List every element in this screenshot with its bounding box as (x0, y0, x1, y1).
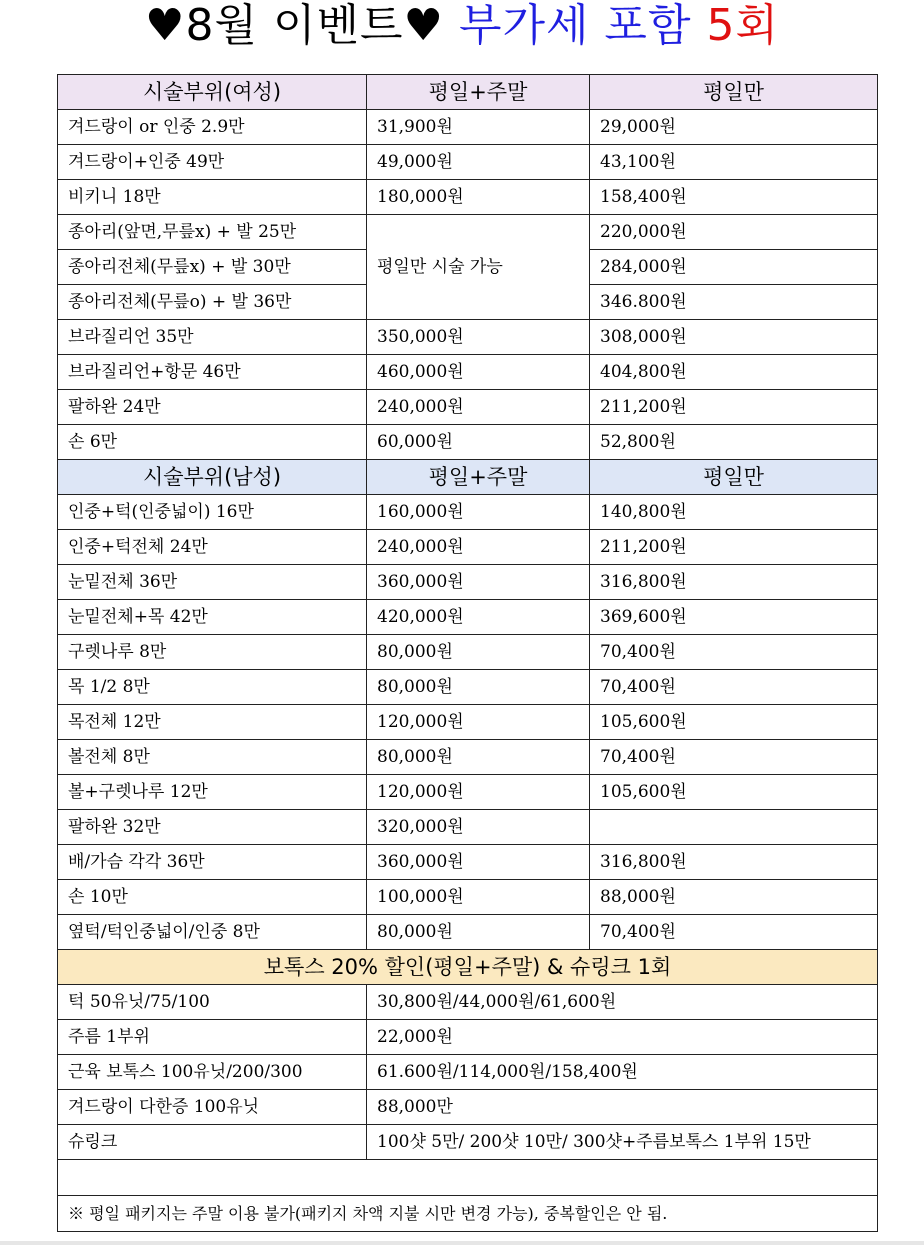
area-cell: 구렛나루 8만 (58, 635, 367, 670)
area-cell: 목 1/2 8만 (58, 670, 367, 705)
area-cell: 눈밑전체+목 42만 (58, 600, 367, 635)
price-cell: 120,000원 (367, 705, 590, 740)
column-header: 시술부위(남성) (58, 460, 367, 495)
area-cell: 인중+턱(인중넓이) 16만 (58, 495, 367, 530)
female-header-row (58, 75, 878, 110)
area-cell: 종아리전체(무릎o) + 발 36만 (58, 285, 367, 320)
price-cell: 49,000원 (367, 145, 590, 180)
table-row (58, 1020, 878, 1055)
table-row (58, 810, 878, 845)
price-cell: 29,000원 (590, 110, 878, 145)
area-cell: 겨드랑이+인중 49만 (58, 145, 367, 180)
table-row (58, 495, 878, 530)
heart-icon: ♥ (403, 0, 444, 51)
area-cell: 주름 1부위 (58, 1020, 367, 1055)
area-cell: 손 10만 (58, 880, 367, 915)
table-row (58, 355, 878, 390)
table-row (58, 845, 878, 880)
table-row (58, 1090, 878, 1125)
price-cell: 460,000원 (367, 355, 590, 390)
table-row (58, 320, 878, 355)
table-row (58, 740, 878, 775)
session-count-label: 5회 (706, 0, 779, 51)
price-cell: 211,200원 (590, 390, 878, 425)
botox-header-row (58, 950, 878, 985)
page-bottom-bar (0, 1241, 924, 1245)
table-row (58, 985, 878, 1020)
price-cell: 346.800원 (590, 285, 878, 320)
table-row (58, 215, 878, 250)
price-cell: 284,000원 (590, 250, 878, 285)
area-cell: 비키니 18만 (58, 180, 367, 215)
table-row (58, 915, 878, 950)
price-cell: 52,800원 (590, 425, 878, 460)
table-row (58, 705, 878, 740)
area-cell: 브라질리언 35만 (58, 320, 367, 355)
area-cell: 팔하완 32만 (58, 810, 367, 845)
table-row (58, 390, 878, 425)
table-row (58, 145, 878, 180)
area-cell: 볼전체 8만 (58, 740, 367, 775)
price-cell: 88,000만 (367, 1090, 878, 1125)
botox-header: 보톡스 20% 할인(평일+주말) & 슈링크 1회 (58, 950, 878, 985)
price-cell: 158,400원 (590, 180, 878, 215)
area-cell: 인중+턱전체 24만 (58, 530, 367, 565)
price-cell: 80,000원 (367, 915, 590, 950)
price-cell: 80,000원 (367, 670, 590, 705)
price-cell: 31,900원 (367, 110, 590, 145)
price-cell: 308,000원 (590, 320, 878, 355)
price-cell: 140,800원 (590, 495, 878, 530)
price-cell: 180,000원 (367, 180, 590, 215)
area-cell: 턱 50유닛/75/100 (58, 985, 367, 1020)
column-header: 시술부위(여성) (58, 75, 367, 110)
area-cell: 종아리(앞면,무릎x) + 발 25만 (58, 215, 367, 250)
area-cell: 겨드랑이 다한증 100유닛 (58, 1090, 367, 1125)
price-table (57, 74, 878, 1232)
page-title (0, 0, 924, 56)
price-cell: 369,600원 (590, 600, 878, 635)
column-header: 평일+주말 (367, 75, 590, 110)
table-row (58, 670, 878, 705)
price-cell: 350,000원 (367, 320, 590, 355)
price-cell: 70,400원 (590, 670, 878, 705)
price-cell: 70,400원 (590, 915, 878, 950)
price-cell: 22,000원 (367, 1020, 878, 1055)
area-cell: 겨드랑이 or 인중 2.9만 (58, 110, 367, 145)
vat-included-label: 부가세 포함 (458, 0, 692, 51)
area-cell: 목전체 12만 (58, 705, 367, 740)
table-row (58, 775, 878, 810)
table-row (58, 110, 878, 145)
price-cell: 320,000원 (367, 810, 590, 845)
weekday-only-note: 평일만 시술 가능 (367, 215, 590, 320)
male-header-row (58, 460, 878, 495)
price-cell: 70,400원 (590, 740, 878, 775)
table-row (58, 1125, 878, 1160)
price-cell: 105,600원 (590, 775, 878, 810)
price-cell: 316,800원 (590, 565, 878, 600)
footer-note-row (58, 1196, 878, 1232)
price-cell: 43,100원 (590, 145, 878, 180)
price-cell: 404,800원 (590, 355, 878, 390)
price-cell: 70,400원 (590, 635, 878, 670)
column-header: 평일만 (590, 75, 878, 110)
column-header: 평일만 (590, 460, 878, 495)
blank-cell (58, 1160, 878, 1196)
footer-note: ※ 평일 패키지는 주말 이용 불가(패키지 차액 지불 시만 변경 가능), 중복할인은 안 됨. (58, 1196, 878, 1232)
area-cell: 근육 보톡스 100유닛/200/300 (58, 1055, 367, 1090)
column-header: 평일+주말 (367, 460, 590, 495)
price-cell: 220,000원 (590, 215, 878, 250)
price-cell: 100샷 5만/ 200샷 10만/ 300샷+주름보톡스 1부위 15만 (367, 1125, 878, 1160)
price-cell: 80,000원 (367, 740, 590, 775)
price-cell: 316,800원 (590, 845, 878, 880)
area-cell: 눈밑전체 36만 (58, 565, 367, 600)
blank-row (58, 1160, 878, 1196)
price-cell: 105,600원 (590, 705, 878, 740)
table-row (58, 425, 878, 460)
price-cell: 240,000원 (367, 390, 590, 425)
area-cell: 볼+구렛나루 12만 (58, 775, 367, 810)
area-cell: 슈링크 (58, 1125, 367, 1160)
table-row (58, 565, 878, 600)
heart-icon: ♥ (145, 0, 186, 51)
event-title: 8월 이벤트 (185, 0, 404, 51)
price-cell: 80,000원 (367, 635, 590, 670)
table-row (58, 600, 878, 635)
price-cell: 100,000원 (367, 880, 590, 915)
table-row (58, 1055, 878, 1090)
table-row (58, 635, 878, 670)
price-cell: 61.600원/114,000원/158,400원 (367, 1055, 878, 1090)
area-cell: 브라질리언+항문 46만 (58, 355, 367, 390)
table-row (58, 880, 878, 915)
area-cell: 종아리전체(무릎x) + 발 30만 (58, 250, 367, 285)
price-cell: 211,200원 (590, 530, 878, 565)
price-cell: 120,000원 (367, 775, 590, 810)
price-cell: 160,000원 (367, 495, 590, 530)
table-row (58, 180, 878, 215)
area-cell: 손 6만 (58, 425, 367, 460)
area-cell: 배/가슴 각각 36만 (58, 845, 367, 880)
area-cell: 옆턱/턱인중넓이/인중 8만 (58, 915, 367, 950)
area-cell: 팔하완 24만 (58, 390, 367, 425)
price-cell: 420,000원 (367, 600, 590, 635)
price-cell: 30,800원/44,000원/61,600원 (367, 985, 878, 1020)
price-cell: 240,000원 (367, 530, 590, 565)
price-cell: 360,000원 (367, 565, 590, 600)
price-cell (590, 810, 878, 845)
price-cell: 360,000원 (367, 845, 590, 880)
table-row (58, 530, 878, 565)
price-cell: 88,000원 (590, 880, 878, 915)
price-cell: 60,000원 (367, 425, 590, 460)
